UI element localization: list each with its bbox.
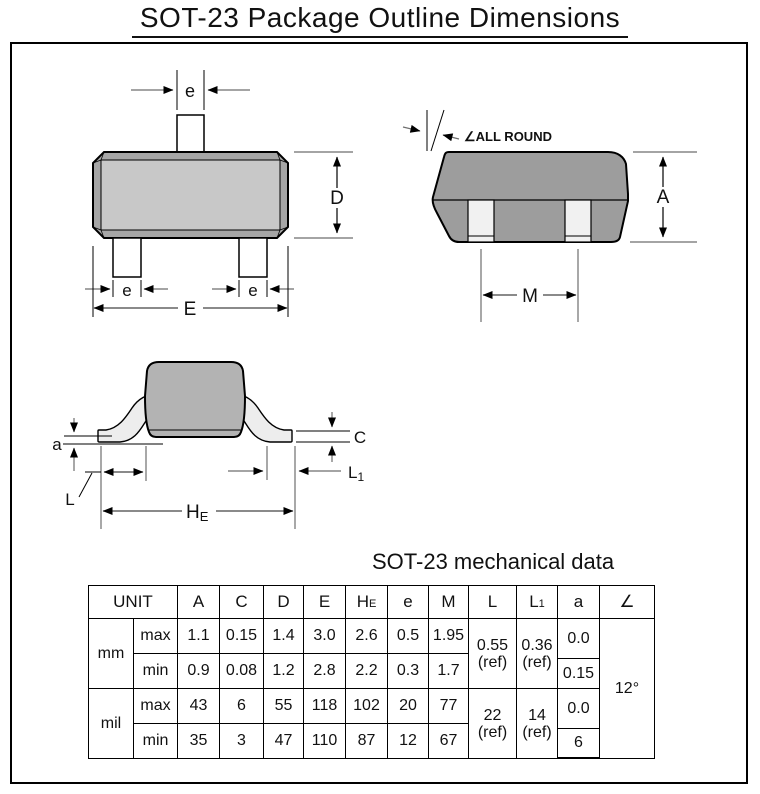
dim-M bbox=[481, 249, 578, 322]
dim-D bbox=[294, 152, 353, 238]
value-mil-max-HE: 102 bbox=[346, 689, 388, 724]
dim-label-a: a bbox=[52, 435, 62, 454]
dim-label-M: M bbox=[522, 286, 538, 307]
col-header-L1: L1 bbox=[517, 586, 558, 619]
body-3d bbox=[433, 152, 628, 242]
value-mil-min-C: 3 bbox=[220, 724, 264, 758]
col-header-e: e bbox=[388, 586, 429, 619]
col-header-A: A bbox=[178, 586, 220, 619]
body-end bbox=[145, 362, 245, 437]
dim-e-bottom-right bbox=[212, 280, 294, 300]
dim-label-A: A bbox=[656, 187, 670, 208]
dim-label-D: D bbox=[330, 188, 344, 209]
dim-L bbox=[65, 446, 146, 529]
value-mil-max-E: 118 bbox=[304, 689, 346, 724]
top-view bbox=[85, 70, 353, 320]
value-mm-max-A: 1.1 bbox=[178, 619, 220, 654]
value-mil-max-D: 55 bbox=[264, 689, 304, 724]
col-header-C: C bbox=[220, 586, 264, 619]
bottom-pin-right bbox=[239, 238, 267, 277]
dim-e-top bbox=[131, 70, 250, 110]
value-mm-min-M: 1.7 bbox=[429, 654, 469, 689]
col-header-E: E bbox=[304, 586, 346, 619]
row-label-mil: mil bbox=[89, 689, 134, 758]
end-view bbox=[52, 362, 366, 529]
value-mm-max-e: 0.5 bbox=[388, 619, 429, 654]
top-pin bbox=[177, 115, 204, 153]
dim-label-HE: HE bbox=[186, 502, 209, 524]
all-round-label: ∠ALL ROUND bbox=[464, 129, 552, 144]
page-title: SOT-23 Package Outline Dimensions bbox=[0, 2, 760, 38]
row-label-mm: mm bbox=[89, 619, 134, 689]
value-mm-max-D: 1.4 bbox=[264, 619, 304, 654]
value-mm-min-C: 0.08 bbox=[220, 654, 264, 689]
col-header-D: D bbox=[264, 586, 304, 619]
col-header-M: M bbox=[429, 586, 469, 619]
col-header-angle: ∠ bbox=[600, 586, 654, 619]
value-mm-a-min: 0.15 bbox=[562, 664, 595, 682]
dim-label-e-left: e bbox=[122, 281, 132, 300]
value-angle: 12° bbox=[614, 679, 640, 697]
col-header-unit: UNIT bbox=[89, 586, 178, 619]
row-label-mm-min: min bbox=[134, 654, 178, 689]
value-mm-min-e: 0.3 bbox=[388, 654, 429, 689]
dim-label-L: L bbox=[65, 490, 75, 509]
dim-label-C: C bbox=[353, 428, 367, 447]
value-mil-a-min: 6 bbox=[574, 734, 583, 751]
value-mil-max-A: 43 bbox=[178, 689, 220, 724]
col-header-a: a bbox=[558, 586, 600, 619]
value-mm-min-E: 2.8 bbox=[304, 654, 346, 689]
value-mil-min-A: 35 bbox=[178, 724, 220, 758]
value-mm-min-A: 0.9 bbox=[178, 654, 220, 689]
col-header-HE: HE bbox=[346, 586, 388, 619]
dim-L1 bbox=[228, 446, 364, 484]
table-title: SOT-23 mechanical data bbox=[372, 549, 615, 574]
value-mil-a bbox=[558, 689, 600, 758]
value-mil-min-D: 47 bbox=[264, 724, 304, 758]
value-mil-max-e: 20 bbox=[388, 689, 429, 724]
value-mil-L-ref: 22 (ref) bbox=[469, 689, 517, 758]
value-mm-max-E: 3.0 bbox=[304, 619, 346, 654]
col-header-L: L bbox=[469, 586, 517, 619]
value-mm-L1-ref: 0.36 (ref) bbox=[517, 619, 558, 689]
row-label-mil-max: max bbox=[134, 689, 178, 724]
dim-label-e-top: e bbox=[184, 81, 196, 101]
value-mil-L1-ref: 14 (ref) bbox=[517, 689, 558, 758]
value-mil-min-E: 110 bbox=[304, 724, 346, 758]
value-mil-a-max: 0.0 bbox=[558, 689, 599, 729]
value-mil-min-HE: 87 bbox=[346, 724, 388, 758]
dim-label-e-right: e bbox=[248, 281, 258, 300]
value-mm-a bbox=[558, 619, 600, 689]
value-mm-a-max: 0.0 bbox=[558, 619, 599, 659]
mechanical-data-table bbox=[88, 585, 655, 759]
body-face bbox=[101, 160, 280, 230]
value-mm-L-ref: 0.55 (ref) bbox=[469, 619, 517, 689]
dim-e-bottom-left bbox=[85, 280, 168, 300]
dim-label-L1: L1 bbox=[348, 463, 365, 484]
perspective-view bbox=[403, 110, 697, 322]
dim-HE bbox=[103, 446, 295, 529]
row-label-mm-max: max bbox=[134, 619, 178, 654]
bottom-pin-left bbox=[113, 238, 141, 277]
value-mil-min-M: 67 bbox=[429, 724, 469, 758]
dim-label-E: E bbox=[183, 299, 197, 320]
dim-A bbox=[630, 152, 697, 242]
value-mm-max-M: 1.95 bbox=[429, 619, 469, 654]
value-mil-max-M: 77 bbox=[429, 689, 469, 724]
row-label-mil-min: min bbox=[134, 724, 178, 758]
value-mm-max-HE: 2.6 bbox=[346, 619, 388, 654]
value-mm-min-HE: 2.2 bbox=[346, 654, 388, 689]
dim-C bbox=[296, 412, 366, 462]
value-mil-max-C: 6 bbox=[220, 689, 264, 724]
all-round-callout bbox=[403, 110, 552, 151]
value-mil-min-e: 12 bbox=[388, 724, 429, 758]
value-mm-max-C: 0.15 bbox=[220, 619, 264, 654]
value-mm-min-D: 1.2 bbox=[264, 654, 304, 689]
